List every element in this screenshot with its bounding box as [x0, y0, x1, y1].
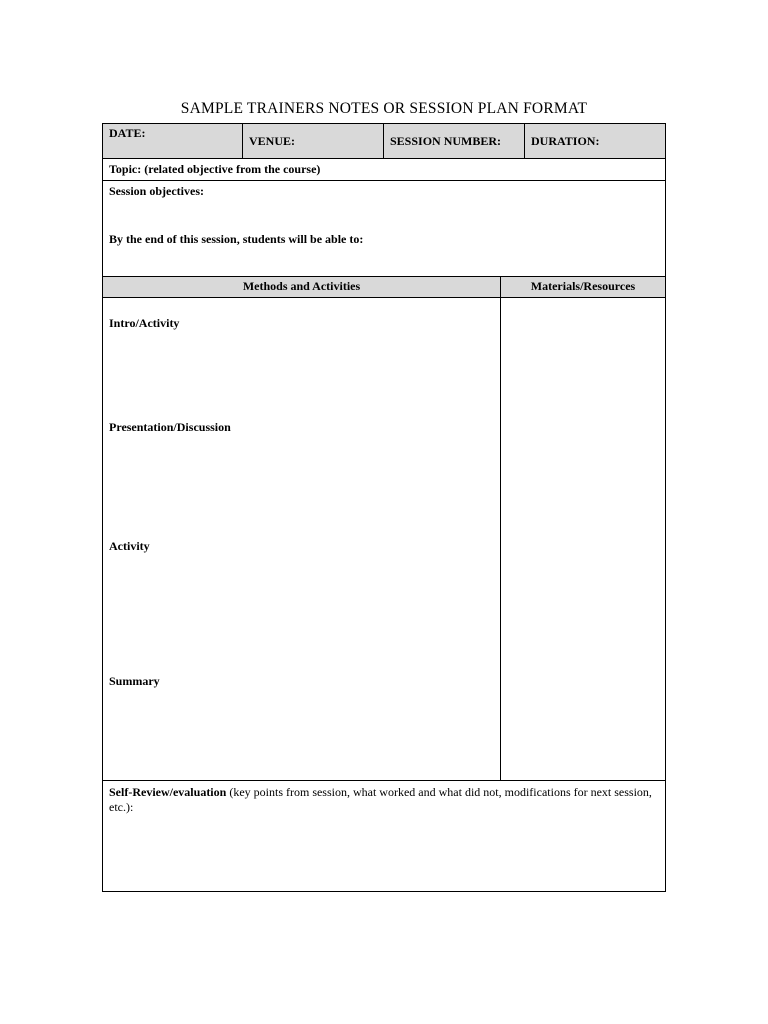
- session-plan-form: [102, 123, 666, 892]
- methods-header: Methods and Activities: [103, 277, 501, 297]
- duration-field[interactable]: [525, 124, 665, 158]
- review-description: (key points from session, what worked and what did not, modifications for next session, etc.):: [109, 785, 652, 814]
- methods-header-row: [103, 277, 665, 298]
- topic-row: [103, 159, 665, 181]
- objectives-lead-in: By the end of this session, students will be able to:: [109, 232, 364, 246]
- materials-column[interactable]: [501, 298, 665, 780]
- topic-field[interactable]: [103, 159, 665, 180]
- review-label: Self-Review/evaluation: [109, 785, 227, 799]
- review-row: [103, 781, 665, 891]
- document-title: SAMPLE TRAINERS NOTES OR SESSION PLAN FORMAT: [180, 100, 588, 117]
- section-activity: Activity: [109, 539, 150, 553]
- section-presentation-discussion: Presentation/Discussion: [109, 420, 231, 434]
- objectives-field[interactable]: [103, 181, 665, 276]
- duration-label: DURATION:: [531, 134, 600, 148]
- topic-label: Topic: (related objective from the course): [109, 162, 321, 176]
- methods-column[interactable]: [103, 298, 501, 780]
- objectives-label: Session objectives:: [109, 184, 204, 198]
- methods-body-row: [103, 298, 665, 781]
- header-row: [103, 124, 665, 159]
- venue-field[interactable]: [243, 124, 384, 158]
- objectives-row: [103, 181, 665, 277]
- venue-label: VENUE:: [249, 134, 296, 148]
- section-intro-activity: Intro/Activity: [109, 316, 180, 330]
- section-summary: Summary: [109, 674, 160, 688]
- review-field[interactable]: [103, 781, 665, 891]
- session-number-field[interactable]: [384, 124, 525, 158]
- date-label: DATE:: [109, 126, 146, 140]
- session-number-label: SESSION NUMBER:: [390, 134, 502, 148]
- date-field[interactable]: [103, 124, 243, 158]
- materials-header: Materials/Resources: [530, 279, 636, 293]
